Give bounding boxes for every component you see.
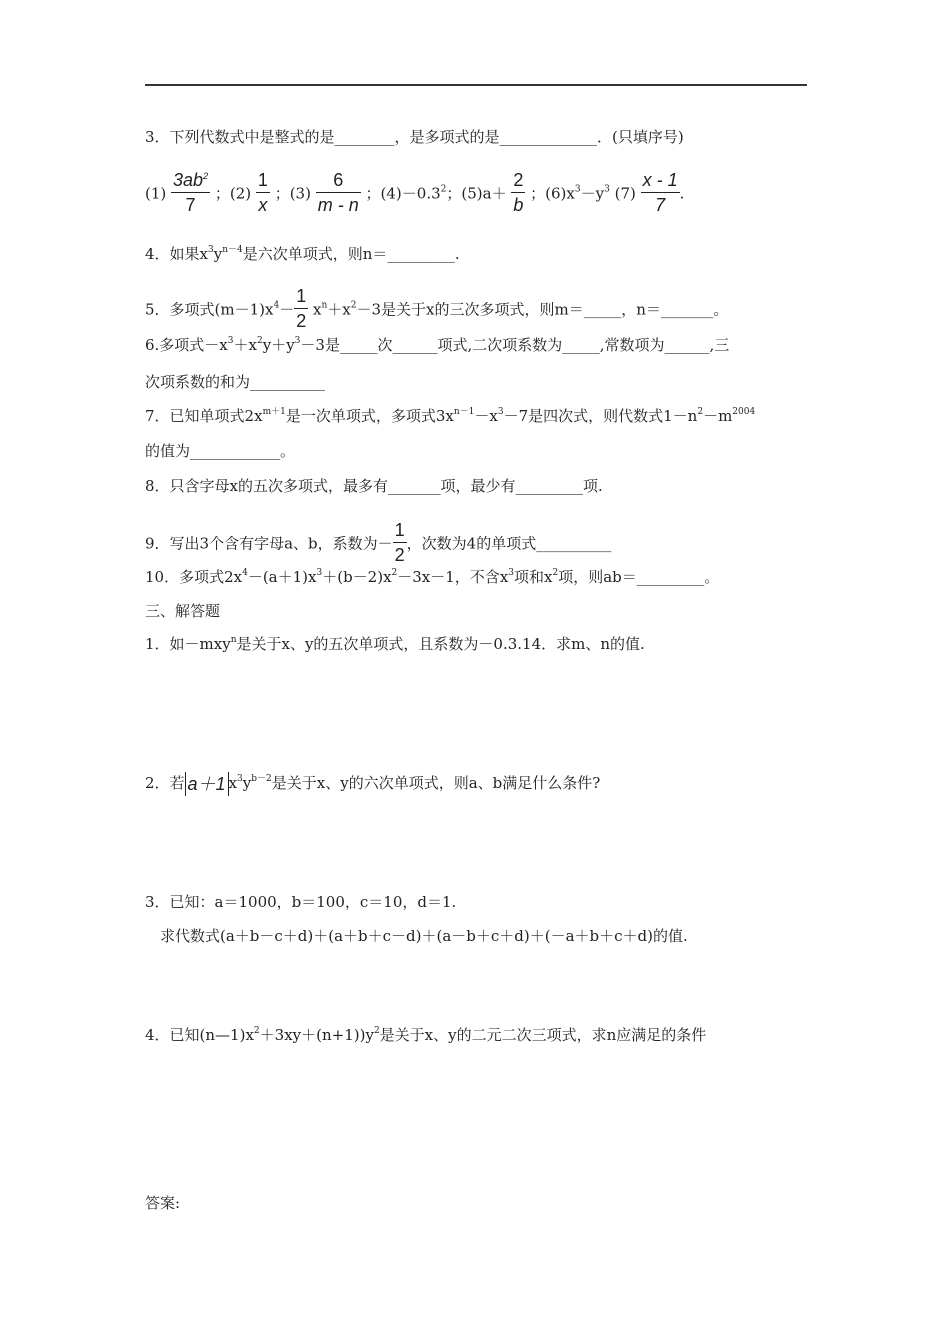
option-3-numerator: 6 <box>333 170 344 190</box>
absolute-value-expression: a＋1 <box>185 772 229 796</box>
q10-exp-1: 4 <box>242 568 248 578</box>
question-6-continued: 次项系数的和为__________ <box>145 373 326 391</box>
q4-part-a: 4．如果x <box>145 245 209 263</box>
header-rule <box>145 84 807 86</box>
option-2-numerator: 1 <box>257 170 268 190</box>
q10-part-e: 项和x <box>514 568 553 586</box>
q9-denominator: 2 <box>393 542 407 567</box>
option-1-numerator: 3ab <box>173 170 204 190</box>
question-5 <box>145 286 728 335</box>
question-7 <box>145 405 755 427</box>
q6-part-d: －3是_____次______项式,二次项系数为_____,常数项为______,三 <box>300 336 730 354</box>
q4-exp-2: n－4 <box>222 245 243 255</box>
q4-exp-1: 3 <box>208 245 214 255</box>
option-2-fraction <box>256 168 270 217</box>
q5-numerator: 1 <box>296 286 307 306</box>
q9-numerator: 1 <box>394 520 405 540</box>
s2-exp-1: 3 <box>237 774 243 784</box>
s2-part-d: 是关于x、y的六次单项式，则a、b满足什么条件? <box>271 774 601 792</box>
s2-part-c: y <box>242 774 252 792</box>
option-2-denominator: x <box>256 192 270 217</box>
answer-label: 答案: <box>145 1194 181 1212</box>
option-7-numerator: x - 1 <box>642 170 678 190</box>
q7-part-e: －m <box>703 407 733 425</box>
option-4-exponent: 2 <box>440 184 447 195</box>
q6-exp-1: 3 <box>227 336 234 346</box>
s2-part-a: 2．若 <box>145 774 185 792</box>
q5-part-b: － <box>279 300 295 319</box>
q10-exp-4: 3 <box>508 568 515 578</box>
q9-fraction <box>393 518 407 567</box>
option-1-fraction <box>171 168 210 217</box>
option-1-denominator: 7 <box>171 192 210 217</box>
q6-part-a: 6.多项式－x <box>145 336 228 354</box>
s1-part-b: 是关于x、y的五次单项式，且系数为－0.3.14．求m、n的值. <box>236 635 645 653</box>
question-4 <box>145 243 460 265</box>
question-3: 3．下列代数式中是整式的是________，是多项式的是_____________．(只填序号) <box>145 128 684 146</box>
q10-part-a: 10．多项式2x <box>145 568 243 586</box>
question-6 <box>145 334 729 356</box>
option-7-label: (7) <box>614 184 636 203</box>
q7-part-a: 7．已知单项式2x <box>145 407 263 425</box>
question-10 <box>145 566 719 588</box>
q10-exp-3: 2 <box>391 568 398 578</box>
option-7-denominator: 7 <box>641 192 680 217</box>
question-9 <box>145 520 611 569</box>
option-7-end: . <box>679 184 685 203</box>
question-3-options <box>145 170 684 219</box>
option-3-fraction <box>316 168 361 217</box>
option-3-denominator: m - n <box>316 192 361 217</box>
q5-exp-2: n <box>321 300 328 311</box>
s1-exp-1: n <box>230 635 237 645</box>
q10-exp-5: 2 <box>552 568 559 578</box>
s4-exp-2: 2 <box>373 1026 380 1036</box>
q5-part-e: －3是关于x的三次多项式，则m＝_____，n＝_______。 <box>356 300 729 319</box>
option-7-fraction <box>641 168 680 217</box>
q5-part-c: x <box>313 300 322 319</box>
s1-part-a: 1．如－mxy <box>145 635 231 653</box>
q7-part-c: －x <box>474 407 498 425</box>
section-heading: 三、解答题 <box>145 602 221 620</box>
solve-3-given: 3．已知：a＝1000，b＝100，c＝10，d＝1. <box>145 893 457 911</box>
q6-part-c: y＋y <box>262 336 295 354</box>
solve-1 <box>145 633 645 655</box>
option-2-label: ；(2) <box>214 184 252 203</box>
q6-exp-2: 2 <box>256 336 263 346</box>
q7-exp-1: m＋1 <box>262 407 286 417</box>
s2-exp-2: b－2 <box>251 774 272 784</box>
q7-exp-5: 2004 <box>732 407 756 417</box>
q7-exp-3: 3 <box>497 407 504 417</box>
q7-exp-2: n－1 <box>453 407 475 417</box>
s2-part-b: x <box>228 774 238 792</box>
s4-part-a: 4．已知(n—1)x <box>145 1026 254 1044</box>
option-5-fraction <box>511 168 525 217</box>
s4-exp-1: 2 <box>253 1026 260 1036</box>
s4-part-b: ＋3xy＋(n+1))y <box>259 1026 374 1044</box>
q7-exp-4: 2 <box>697 407 704 417</box>
q10-part-c: ＋(b－2)x <box>322 568 392 586</box>
q6-part-b: ＋x <box>233 336 257 354</box>
solve-2 <box>145 772 600 796</box>
q10-part-d: －3x－1，不含x <box>397 568 509 586</box>
question-8: 8．只含字母x的五次多项式，最多有_______项，最少有_________项. <box>145 477 603 495</box>
q5-part-a: 5．多项式(m－1)x <box>145 300 274 319</box>
q10-exp-2: 3 <box>316 568 323 578</box>
q6-exp-3: 3 <box>294 336 301 346</box>
q5-part-d: ＋x <box>327 300 351 319</box>
option-5-numerator: 2 <box>513 170 524 190</box>
q4-part-b: y <box>213 245 223 263</box>
option-3-label: ；(3) <box>274 184 311 203</box>
q4-part-c: 是六次单项式，则n＝_________. <box>242 245 460 263</box>
option-6-text-b: －y <box>580 184 605 203</box>
q5-denominator: 2 <box>294 308 308 333</box>
solve-4 <box>145 1024 706 1046</box>
option-5-text: ；(5)a＋ <box>446 184 507 203</box>
s4-part-c: 是关于x、y的二元二次三项式，求n应满足的条件 <box>379 1026 707 1044</box>
q5-exp-3: 2 <box>350 300 357 311</box>
option-6-text: ；(6)x <box>530 184 575 203</box>
q7-part-b: 是一次单项式，多项式3x <box>285 407 454 425</box>
option-6-exponent-2: 3 <box>604 184 610 195</box>
q10-part-b: －(a＋1)x <box>247 568 317 586</box>
option-4-text: ；(4)－0.3 <box>365 184 441 203</box>
option-6-exponent-1: 3 <box>574 184 581 195</box>
q9-part-b: ，次数为4的单项式__________ <box>406 534 612 553</box>
q10-part-f: 项，则ab＝_________。 <box>558 568 720 586</box>
q5-fraction <box>294 284 308 333</box>
option-5-denominator: b <box>511 192 525 217</box>
option-1-exponent: 2 <box>203 171 209 181</box>
option-1-label: (1) <box>145 184 167 203</box>
q9-part-a: 9．写出3个含有字母a、b，系数为－ <box>145 534 393 553</box>
solve-3-task: 求代数式(a＋b－c＋d)＋(a＋b＋c－d)＋(a－b＋c＋d)＋(－a＋b＋c＋d)的值. <box>160 927 688 945</box>
q7-part-d: －7是四次式，则代数式1－n <box>503 407 698 425</box>
q5-exp-1: 4 <box>273 300 280 311</box>
question-7-continued: 的值为____________。 <box>145 442 296 460</box>
